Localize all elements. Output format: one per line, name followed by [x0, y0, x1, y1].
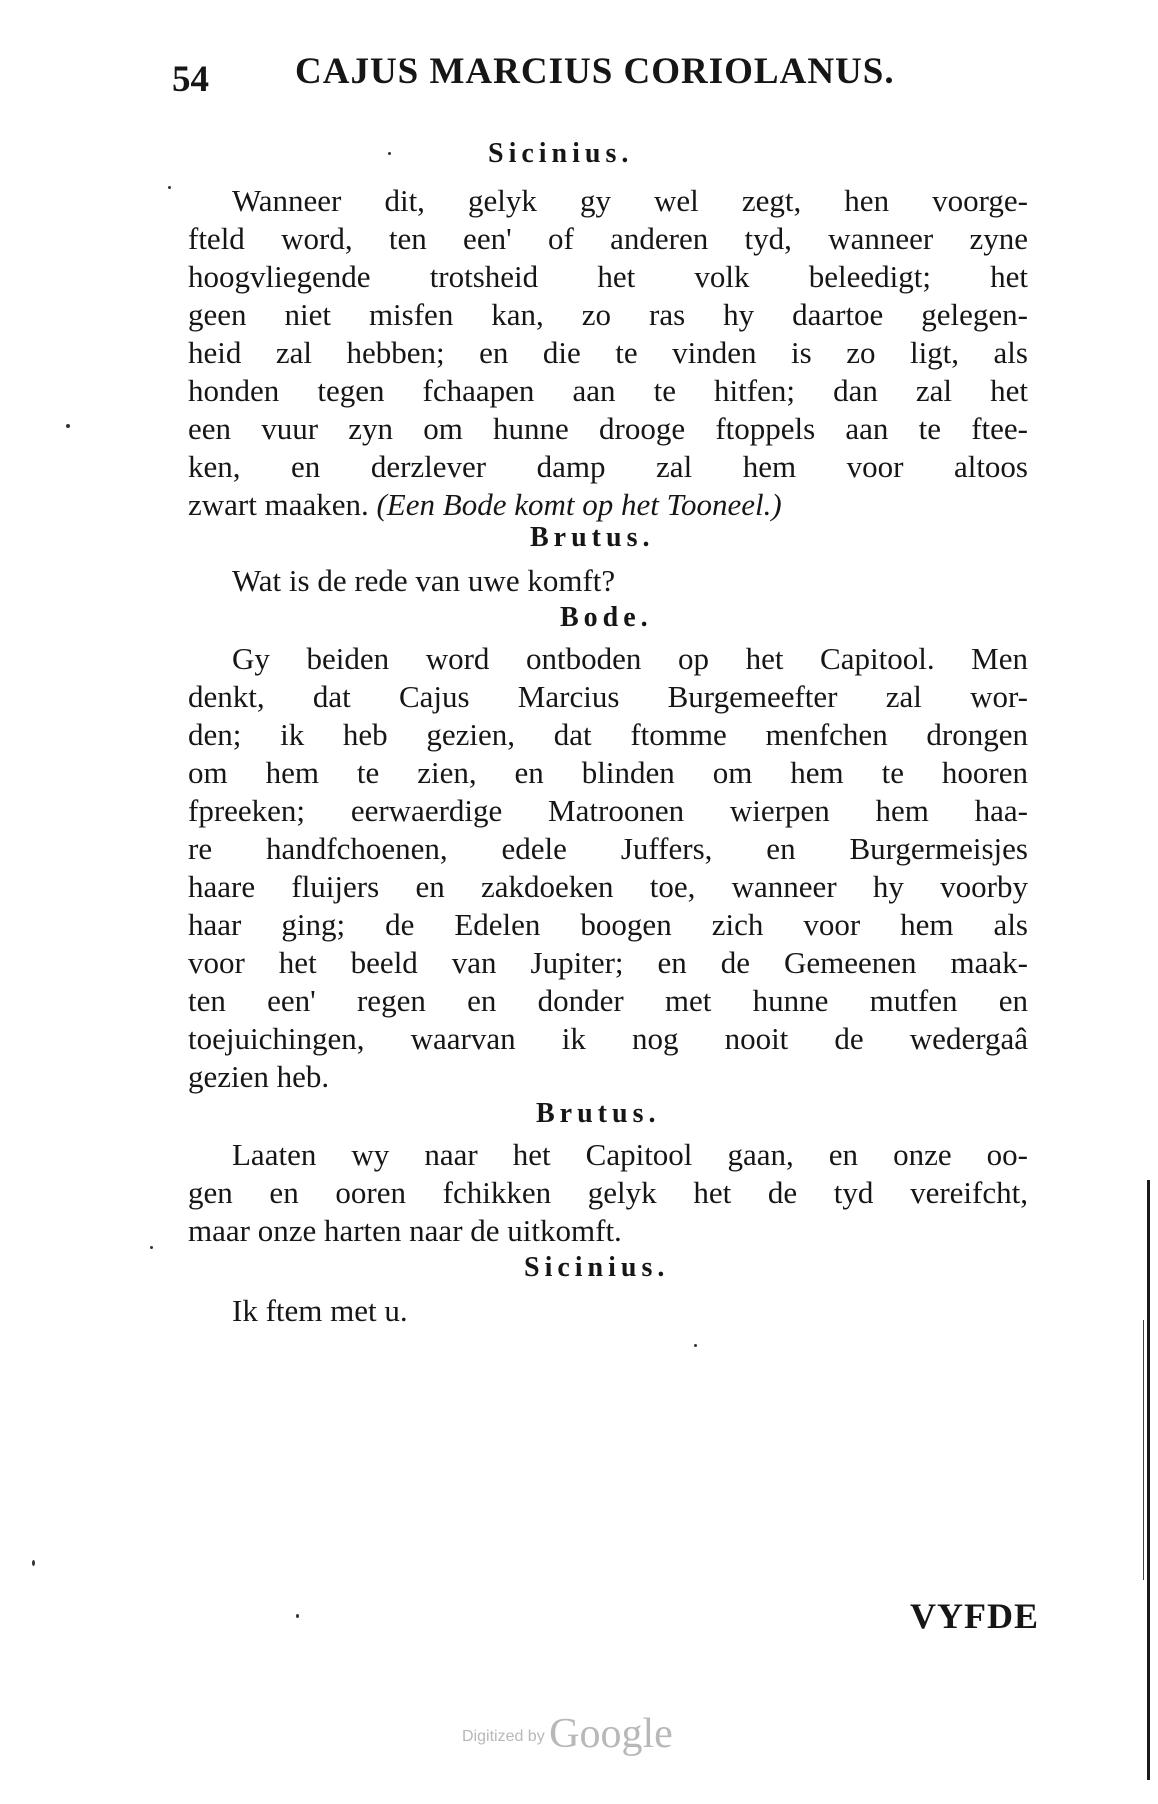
- speech-line: gen en ooren fchikken gelyk het de tyd vereifcht,: [188, 1175, 1028, 1210]
- speech-block: [188, 562, 1028, 600]
- speaker-heading: Bode.: [560, 602, 653, 633]
- speech-line: een vuur zyn om hunne drooge ftoppels aan te ftee-: [188, 411, 1028, 446]
- speech-line: Wat is de rede van uwe komft?: [232, 563, 616, 598]
- print-speck: [168, 186, 171, 189]
- speech-line: Ik ftem met u.: [232, 1293, 408, 1328]
- print-speck: [694, 1344, 697, 1347]
- speech-block: [188, 1136, 1028, 1250]
- speech-line: geen niet misfen kan, zo ras hy daartoe gelegen-: [188, 297, 1028, 332]
- print-speck: [32, 1560, 35, 1566]
- speech-line: fpreeken; eerwaerdige Matroonen wierpen hem haa-: [188, 793, 1028, 828]
- speech-block: [188, 1292, 1028, 1330]
- stage-direction: (Een Bode komt op het Tooneel.): [376, 487, 782, 522]
- catchword: VYFDE: [910, 1596, 1039, 1636]
- speech-line: haare fluijers en zakdoeken toe, wanneer hy voorby: [188, 869, 1028, 904]
- book-title: CAJUS MARCIUS CORIOLANUS.: [295, 51, 895, 92]
- speech-line: den; ik heb gezien, dat ftomme menfchen drongen: [188, 717, 1028, 752]
- watermark-brand: Google: [549, 1711, 673, 1757]
- print-speck: [150, 1246, 153, 1249]
- speech-line: fteld word, ten een' of anderen tyd, wanneer zyne: [188, 221, 1028, 256]
- page-edge-line: [1143, 1320, 1144, 1580]
- speech-line: honden tegen fchaapen aan te hitfen; dan zal het: [188, 373, 1028, 408]
- page-number: 54: [172, 59, 209, 100]
- speech-line: haar ging; de Edelen boogen zich voor hem als: [188, 907, 1028, 942]
- speech-line: maar onze harten naar de uitkomft.: [188, 1213, 622, 1248]
- speech-line: toejuichingen, waarvan ik nog nooit de wedergaâ: [188, 1021, 1028, 1056]
- speaker-heading: Sicinius.: [488, 138, 634, 169]
- speech-line: denkt, dat Cajus Marcius Burgemeefter zal wor-: [188, 679, 1028, 714]
- speech-line: Wanneer dit, gelyk gy wel zegt, hen voorge-: [232, 183, 1028, 218]
- speech-line: [188, 486, 1028, 524]
- speech-line: hoogvliegende trotsheid het volk beleedigt; het: [188, 259, 1028, 294]
- speaker-heading: Brutus.: [536, 1098, 661, 1129]
- print-speck: [66, 424, 70, 428]
- speaker-heading: Brutus.: [530, 522, 655, 553]
- speech-line: re handfchoenen, edele Juffers, en Burgermeisjes: [188, 831, 1028, 866]
- speech-line: heid zal hebben; en die te vinden is zo ligt, als: [188, 335, 1028, 370]
- speech-line: ten een' regen en donder met hunne mutfen en: [188, 983, 1028, 1018]
- digitized-watermark: [462, 1710, 673, 1758]
- speech-line: ken, en derzlever damp zal hem voor altoos: [188, 449, 1028, 484]
- speech-line: Laaten wy naar het Capitool gaan, en onze oo-: [232, 1137, 1028, 1172]
- speaker-heading: Sicinius.: [524, 1252, 670, 1283]
- print-speck: [388, 152, 391, 155]
- speech-line: om hem te zien, en blinden om hem te hooren: [188, 755, 1028, 790]
- running-head: [170, 44, 970, 104]
- print-speck: [296, 1614, 299, 1618]
- speech-block: [188, 640, 1028, 1096]
- watermark-prefix: Digitized by: [462, 1728, 545, 1745]
- speech-block: [188, 182, 1028, 524]
- speech-line-text: zwart maaken.: [188, 487, 369, 522]
- speech-line: voor het beeld van Jupiter; en de Gemeenen maak-: [188, 945, 1028, 980]
- speech-line: Gy beiden word ontboden op het Capitool. Men: [232, 641, 1028, 676]
- speech-line: gezien heb.: [188, 1059, 330, 1094]
- page-edge-shadow: [1147, 1180, 1150, 1780]
